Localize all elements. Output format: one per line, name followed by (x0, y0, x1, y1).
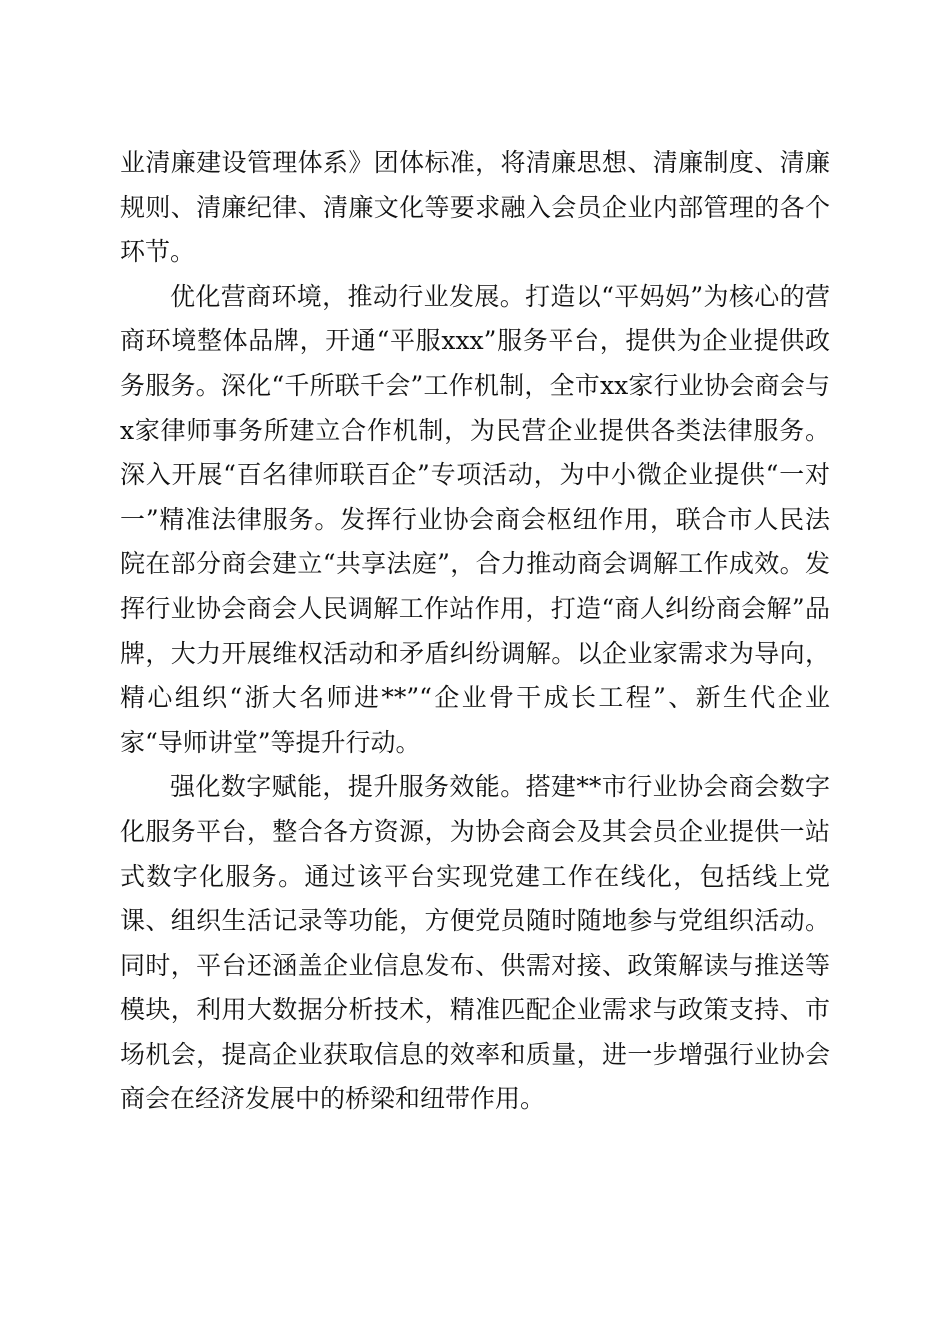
paragraph-3: 强化数字赋能，提升服务效能。搭建**市行业协会商会数字化服务平台，整合各方资源，为协会商会及其会员企业提供一站式数字化服务。通过该平台实现党建工作在线化，包括线上党课、组织生活记录等功能，方便党员随时随地参与党组织活动。同时，平台还涵盖企业信息发布、供需对接、政策解读与推送等模块，利用大数据分析技术，精准匹配企业需求与政策支持、市场机会，提高企业获取信息的效率和质量，进一步增强行业协会商会在经济发展中的桥梁和纽带作用。 (120, 772, 830, 1114)
document-body (120, 141, 830, 1122)
paragraph-1: 业清廉建设管理体系》团体标准，将清廉思想、清廉制度、清廉规则、清廉纪律、清廉文化等要求融入会员企业内部管理的各个环节。 (120, 148, 830, 267)
paragraph-2: 优化营商环境，推动行业发展。打造以“平妈妈”为核心的营商环境整体品牌，开通“平服xxx”服务平台，提供为企业提供政务服务。深化“千所联千会”工作机制，全市xx家行业协会商会与x家律师事务所建立合作机制，为民营企业提供各类法律服务。深入开展“百名律师联百企”专项活动，为中小微企业提供“一对一”精准法律服务。发挥行业协会商会枢纽作用，联合市人民法院在部分商会建立“共享法庭”，合力推动商会调解工作成效。发挥行业协会商会人民调解工作站作用，打造“商人纠纷商会解”品牌，大力开展维权活动和矛盾纠纷调解。以企业家需求为导向，精心组织“浙大名师进**”“企业骨干成长工程”、新生代企业家“导师讲堂”等提升行动。 (120, 281, 830, 757)
